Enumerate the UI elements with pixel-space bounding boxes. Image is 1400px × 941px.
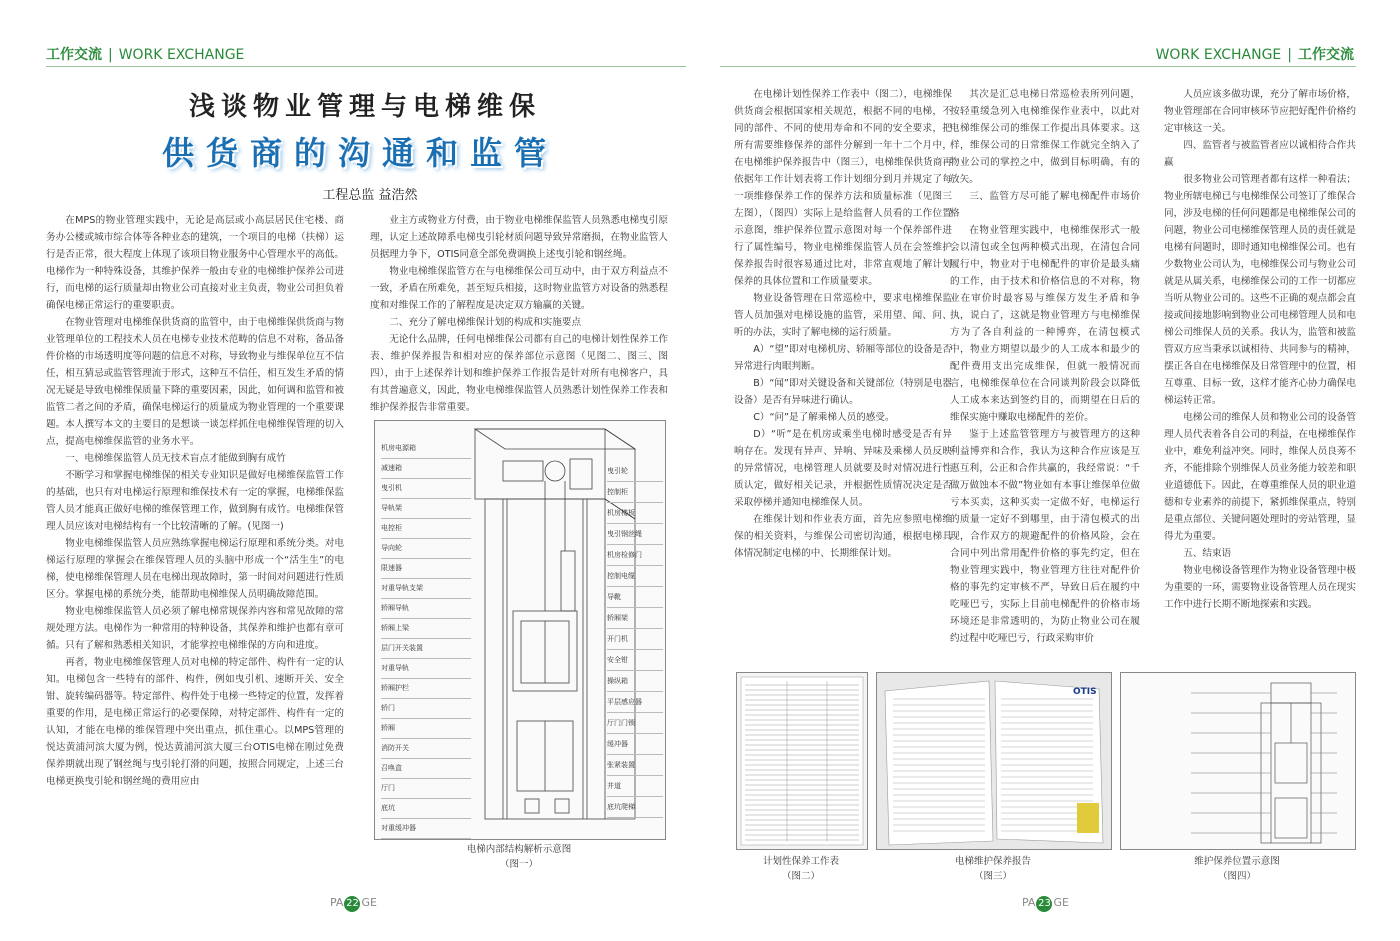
page-number-badge-right: 23: [1036, 896, 1052, 912]
article-title-line1: 浅谈物业管理与电梯维保: [188, 92, 541, 122]
figure-1-label: 导向轮: [381, 539, 471, 559]
article-title-line2: 供货商的沟通和监管: [161, 134, 558, 172]
text-column-1: [46, 212, 344, 790]
figure-1-label: 轿厢导轨: [381, 599, 471, 619]
page-prefix-left: PA: [330, 896, 344, 909]
figure-1-label: 曳引钢丝绳: [607, 524, 663, 545]
figure-3-caption: [876, 854, 1110, 884]
figure-1-label: 平层感应器: [607, 692, 663, 713]
col1-paragraph: 不断学习和掌握电梯维保的相关专业知识是做好电梯维保监管工作的基础，也只有对电梯运行原理和维保技术有一定的掌握，电梯维保监管人员才能真正做好电梯的维保管理工作，做到胸有成竹。电梯维保管理人员应该对电梯结构有一个比较清晰的了解。(见图一): [46, 470, 344, 532]
figure-4-caption-title: 维护保养位置示意图: [1194, 856, 1280, 867]
figure-1-label: 轿厢上梁: [381, 619, 471, 639]
col3-paragraph: A）“望”即对电梯机房、轿厢等部位的设备是否异常进行肉眼判断。: [734, 344, 952, 372]
col5-paragraph: 物业电梯设备管理作为物业设备管理中极为重要的一环，需要物业设备管理人员在现实工作中进行长期不断地探索和实践。: [1164, 565, 1356, 610]
figure-1-label: 操纵箱: [607, 671, 663, 692]
col3-paragraph: 在维保计划和作业表方面，首先应参照电梯维保的相关资料，与维保公司密切沟通，根据电梯具体情况制定电梯的中、长期维保计划。: [734, 514, 952, 559]
figure-1-label: 轿厢架: [607, 608, 663, 629]
header-left: 工作交流 | WORK EXCHANGE: [46, 47, 245, 63]
figure-1-label: 控制柜: [607, 482, 663, 503]
header-left-en: WORK EXCHANGE: [118, 47, 245, 63]
figure-3-caption-number: （图三）: [973, 871, 1012, 882]
figure-4-caption: [1120, 854, 1354, 884]
figure-1-label: 减速箱: [381, 459, 471, 479]
header-rule-left: [46, 66, 686, 67]
figure-2-caption-number: （图二）: [781, 871, 820, 882]
col1-paragraph: 物业电梯维保监管人员应熟练掌握电梯运行原理和系统分类。对电梯运行原理的掌握会在维保管理人员的头脑中形成一个“活生生”的电梯，使电梯维保管理人员在电梯出现故障时，第一时间对问题进行性质区分。掌握电梯的系统分类，能帮助电梯维保人员明确故障范围。: [46, 538, 344, 600]
figure-4-position-diagram: [1120, 672, 1356, 850]
figure-1-label: 机房楼板: [607, 503, 663, 524]
figure-1-caption-title: 电梯内部结构解析示意图: [466, 844, 572, 855]
text-column-2: [370, 212, 668, 416]
figure-1-label: 轿门: [381, 699, 471, 719]
otis-logo: OTIS: [1073, 687, 1097, 697]
figure-1-label: 消防开关: [381, 739, 471, 759]
figure-1-label: 对重导轨支架: [381, 579, 471, 599]
col2-paragraph: 物业电梯维保监管方在与电梯维保公司互动中，由于双方利益点不一致，矛盾在所难免，甚至短兵相接，这时物业监管方对设备的熟悉程度和对维保工作的了解程度是决定双方输赢的关键。: [370, 266, 668, 311]
figure-1-label: 底坑: [381, 799, 471, 819]
figure-1-label: 导靴: [607, 587, 663, 608]
page-number-left: [330, 896, 377, 912]
page-suffix-left: GE: [361, 896, 377, 909]
figure-2-caption: [736, 854, 866, 884]
figure-1-label: 控制电缆: [607, 566, 663, 587]
col3-paragraph: 物业设备管理在日常巡检中，要求电梯维保监管人员加强对电梯设施的监管，采用望、闻、问、听的办法，实时了解电梯的运行质量。: [734, 293, 952, 338]
figure-1-label: 厅门门锁: [607, 713, 663, 734]
figure-1-caption-number: （图一）: [499, 859, 538, 870]
figure-3-caption-title: 电梯维护保养报告: [954, 856, 1031, 867]
figure-3-maintenance-report: [876, 672, 1112, 850]
figure-1-label: 安全钳: [607, 650, 663, 671]
figure-1-elevator-diagram: [374, 420, 666, 840]
col4-paragraph: 鉴于上述监管管理方与被管理方的这种利益博弈和合作，我认为这种合作应该是互惠互利，公正和合作共赢的，我经常说：“千做万做蚀本不做”物业如有本事让维保单位做亏本买卖，这种买卖一定做不好，电梯运行的质量一定好不到哪里，由于清包模式的出现，合作双方的规避配件的价格风险，会在合同中列出常用配件价格的事先约定，但在物业管理实践中，物业管理方往往对配件价格的事先约定审核不严，导致日后在履约中吃哑巴亏，实际上目前电梯配件的价格市场环境还是非常透明的，为防止物业公司在履约过程中吃哑巴亏，行政采购审价: [950, 429, 1140, 644]
col5-paragraph: 很多物业公司管理者都有这样一种看法；物业所辖电梯已与电梯维保公司签订了维保合同，涉及电梯的任何问题都是电梯维保公司的问题，物业公司电梯维保管理人员的责任就是电梯有问题时，即时通知电梯维保公司。也有少数物业公司认为，电梯维保公司与物业公司就是从属关系，电梯维保公司的工作一切都应当听从物业公司的。这些不正确的观点都会直接或间接地影响到物业公司电梯管理人员和电梯公司维保人员的关系。我认为，监管和被监管双方应当秉承以诚相待、共同参与的精神，摆正各自在电梯维保及日常管理中的位置，相互尊重、目标一致，这样才能齐心协力确保电梯运转正常。: [1164, 174, 1356, 406]
col5-paragraph: 电梯公司的维保人员和物业公司的设备管理人员代表着各自公司的利益，在电梯维保作业中，难免利益冲突。同时，维保人员良莠不齐，不能排除个别维保人员业务能力较差和职业道德低下。因此，在尊重维保人员的职业道德和专业素养的前提下，紧抓维保重点，特别是重点部位、关键问题处理时的旁站管理，显得尤为重要。: [1164, 412, 1356, 542]
figure-1-label: 层门开关装置: [381, 639, 471, 659]
col1-paragraph: 一、电梯维保监管人员无技术盲点才能做到胸有成竹: [65, 453, 286, 464]
col2-paragraph: 业主方或物业方付费，由于物业电梯维保监管人员熟悉电梯曳引原理，认定上述故障系电梯曳引轮材质问题导致异常磨损，在物业监管人员据理力争下，OTIS同意全部免费调换上述曳引轮和钢丝绳。: [370, 215, 668, 260]
figure-1-label: 缓冲器: [607, 734, 663, 755]
figure-2-caption-title: 计划性保养工作表: [762, 856, 839, 867]
page-prefix-right: PA: [1022, 896, 1036, 909]
col1-paragraph: 物业电梯维保监管人员必须了解电梯常规保养内容和常见故障的常规处理方法。电梯作为一种常用的特种设备，其保养和维护也都有章可循。只有了解和熟悉相关知识，才能掌控电梯维保的方向和进度。: [46, 606, 344, 651]
figure-1-right-labels: [607, 461, 663, 818]
figure-1-label: 曳引轮: [607, 461, 663, 482]
figure-1-label: 张紧装置: [607, 755, 663, 776]
col3-paragraph: B）“闻”即对关键设备和关键部位（特别是电器设备）是否有异味进行确认。: [734, 378, 952, 406]
col4-paragraph: 其次是汇总电梯日常巡检表所列问题，按轻重缓急列入电梯维保作业表中，以此对电梯维保公司的维保工作提出具体要求。这样，维保公司的日常维保工作就完全纳入了物业公司的掌控之中，做到目标明确，有的放矢。: [950, 89, 1140, 185]
figure-1-label: 底坑爬梯: [607, 797, 663, 818]
figure-1-label: 井道: [607, 776, 663, 797]
col3-paragraph: 在电梯计划性保养工作表中（图二），电梯维保供货商会根据国家相关规范，根据不同的电梯，不同的部件、不同的使用寿命和不同的安全要求，把所有需要维修保养的部件分解到一年十二个月中，在电梯维护保养报告中（图三），电梯维保供货商再依据年工作计划表将工作计划细分到月并规定了每一项维修保养工作的保养方法和质量标准（见图三左图），（图四）实际上是给监督人员看的工作位置示意图，维护保养位置示意图对每一个保养部件进行了属性编号，物业电梯维保监管人员在会签维护保养报告时很容易通过比对，非常直观地了解计划保养的具体位置和工作质量要求。: [734, 89, 952, 287]
header-right: WORK EXCHANGE | 工作交流: [1155, 47, 1354, 63]
col4-paragraph: 三、监管方尽可能了解电梯配件市场价格: [950, 191, 1140, 219]
header-rule-right: [720, 66, 1356, 67]
col5-paragraph: 四、监管者与被监管者应以诚相待合作共赢: [1164, 140, 1356, 168]
figure-1-label: 轿厢: [381, 719, 471, 739]
figure-1-label: 对重缓冲器: [381, 819, 471, 839]
figure-1-label: 电控柜: [381, 519, 471, 539]
position-diagram-drawing: [1121, 673, 1355, 849]
figure-1-label: 召唤盒: [381, 759, 471, 779]
col1-paragraph: 在物业管理对电梯维保供货商的监管中，由于电梯维保供货商与物业管理单位的工程技术人员在电梯专业技术范畴的信息不对称，备品备件价格的市场透明度等问题的信息不对称，导致物业与维保单位互不信任，相互猜忌或监管管理流于形式，这种互不信任，相互发生矛盾的情况无疑是导致电梯维保质量下降的重要因素，因此，如何调和监管和被监管二者之间的矛盾，确保电梯运行的质量成为物业管理的一个重要课题。本人撰写本文的主要目的是想谈一谈怎样抓住电梯维保管理的切入点，提高电梯维保监管的业务水平。: [46, 317, 344, 447]
col5-paragraph: 五、结束语: [1183, 548, 1232, 559]
header-right-cn: 工作交流: [1298, 47, 1354, 63]
report-booklet-drawing: [877, 673, 1111, 849]
figure-1-label: 机房检修门: [607, 545, 663, 566]
figure-1-label: 曳引机: [381, 479, 471, 499]
col1-paragraph: 在MPS的物业管理实践中，无论是高层或小高层居民住宅楼、商务办公楼或城市综合体等各种业态的建筑，一个项目的电梯（扶梯）运行是否正常，很大程度上体现了该项目物业服务中心管理水平的高低。电梯作为一种特殊设备，其维护保养一般由专业的电梯维护保养公司进行，而电梯的运行质量却由物业公司直接对业主负责，物业公司担负着确保电梯正常运行的重要职责。: [46, 215, 344, 311]
col2-paragraph: 二、充分了解电梯维保计划的构成和实施要点: [389, 317, 582, 328]
col5-paragraph: 人员应该多做功课，充分了解市场价格，物业管理部在合同审核环节应把好配件价格约定审核这一关。: [1164, 89, 1356, 134]
header-left-cn: 工作交流: [46, 47, 102, 63]
text-column-3: [734, 86, 952, 562]
figure-1-label: 对重导轨: [381, 659, 471, 679]
schedule-table-drawing: [737, 673, 867, 849]
author-line: 工程总监 益浩然: [322, 188, 418, 203]
col3-paragraph: C）“问”是了解乘梯人员的感受。: [753, 412, 895, 423]
header-right-en: WORK EXCHANGE: [1155, 47, 1282, 63]
figure-1-label: 厅门: [381, 779, 471, 799]
page-number-badge-left: 22: [344, 896, 360, 912]
page-suffix-right: GE: [1053, 896, 1069, 909]
figure-1-label: 轿厢护栏: [381, 679, 471, 699]
col1-paragraph: 再者，物业电梯维保管理人员对电梯的特定部件、构件有一定的认知。电梯包含一些特有的部件、构件，例如曳引机、速断开关、安全钳、旋转编码器等。特定部件、构件处于电梯一些特定的位置，发挥着重要的作用，是电梯正常运行的必要保障，对特定部件、构件有一定的认知，才能在电梯的维保管理中突出重点，抓住重心。以MPS管理的悦达黄浦河滨大厦为例，悦达黄浦河滨大厦三台OTIS电梯在刚过免费保养期就出现了钢丝绳与曳引轮打滑的问题，按照合同规定，上述三台电梯更换曳引轮和钢丝绳的费用应由: [46, 657, 344, 787]
figure-1-label: 导轨架: [381, 499, 471, 519]
col4-paragraph: 在物业管理实践中，电梯维保形式一般会以清包或全包两种模式出现，在清包合同履行中，物业对于电梯配件的审价是最头痛的工作，由于技术和价格信息的不对称，物业在审价时最容易与维保方发生矛盾和争执，说白了，这就是物业管理方与电梯维保方为了各自利益的一种博弈，在清包模式中，物业方期望以最少的人工成本和最少的配件费用支出完成维保，但就一般情况而言，电梯维保单位在合同谈判阶段会以降低人工成本来达到签约目的，而期望在日后的维保实施中赚取电梯配件的差价。: [950, 225, 1140, 423]
figure-1-caption: [374, 842, 664, 872]
figure-1-left-labels: [381, 439, 471, 839]
figure-1-label: 开门机: [607, 629, 663, 650]
figure-1-label: 机房电源箱: [381, 439, 471, 459]
col3-paragraph: D）“听”是在机房或乘坐电梯时感受是否有异响存在。发现有异声、异响、异味及乘梯人员反映的异常情况，电梯管理人员就要及时对情况进行性质认定，做好相关记录，并根据性质情况决定是否采取停梯并通知电梯维保人员。: [734, 429, 952, 508]
figure-1-label: 限速器: [381, 559, 471, 579]
figure-4-caption-number: （图四）: [1217, 871, 1256, 882]
page-number-right: [1022, 896, 1069, 912]
figure-2-maintenance-schedule: [736, 672, 868, 850]
col2-paragraph: 无论什么品牌，任何电梯维保公司都有自己的电梯计划性保养工作表、维护保养报告和相对应的保养部位示意图（见图二、图三、图四），由于上述保养计划和维护保养工作报告是针对所有电梯客户，具有其普遍意义，因此，物业电梯维保监管人员熟悉计划性保养工作表和维护保养报告非常重要。: [370, 334, 668, 413]
text-column-5: [1164, 86, 1356, 613]
text-column-4: [950, 86, 1140, 647]
